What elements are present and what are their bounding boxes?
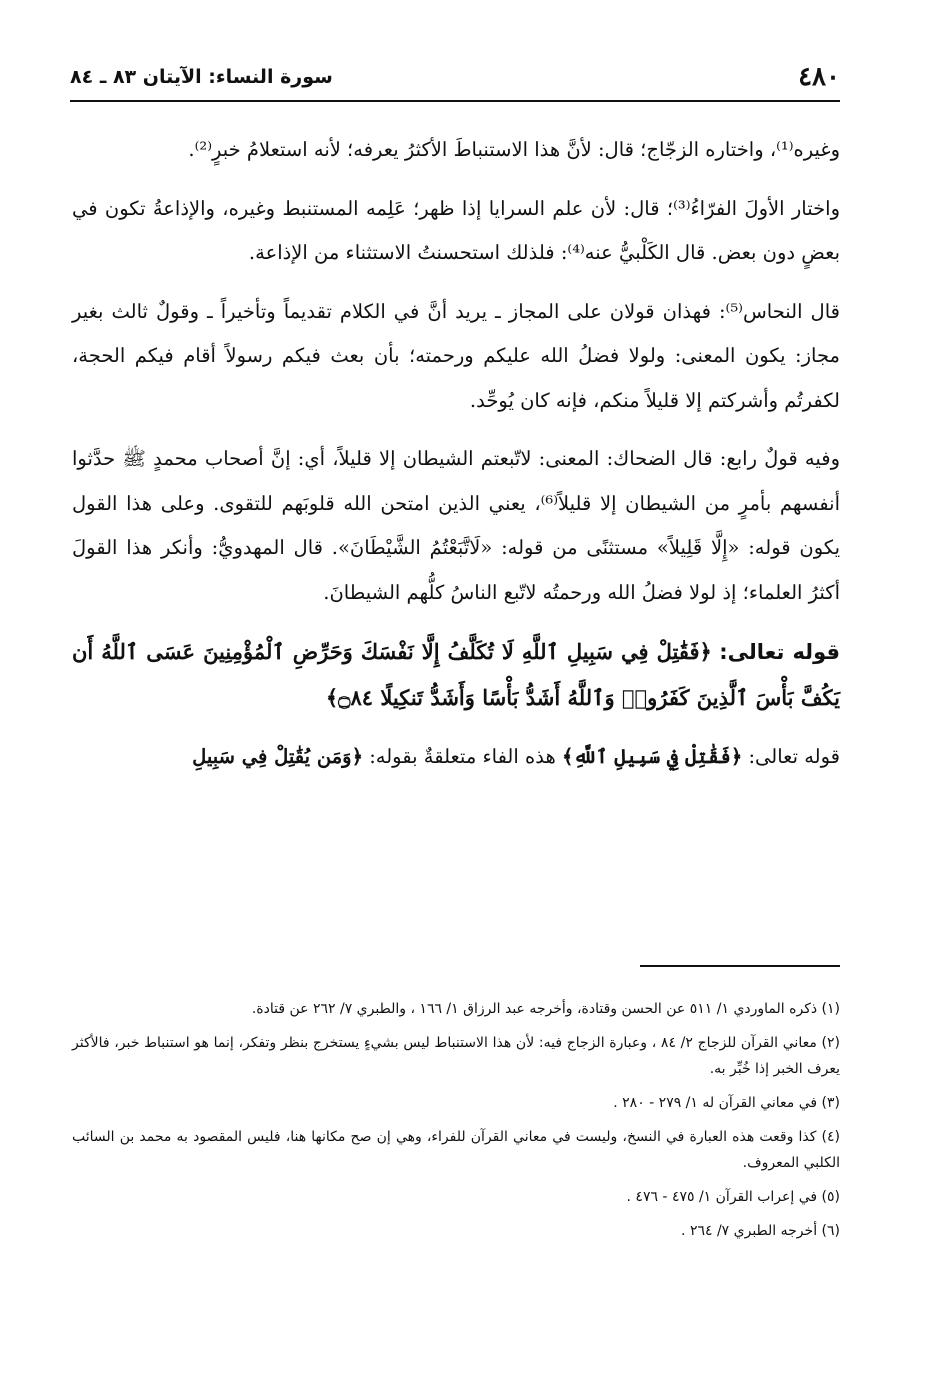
- verse-heading: [72, 629, 840, 721]
- paragraph: وغيره⁽¹⁾، واختاره الزجّاج؛ قال: لأنَّ هذا الاستنباطَ الأكثرُ يعرفه؛ لأنه استعلامُ خبرٍ⁽²⁾.: [188, 138, 840, 161]
- running-title: سورة النساء: الآيتان ٨٣ ـ ٨٤: [70, 66, 333, 88]
- quran-verse: ﴿فَقَٰتِلْ فِي سَبِيلِ ٱللَّهِ لَا تُكَلَّفُ إِلَّا نَفْسَكَ وَحَرِّضِ ٱلْمُؤْمِنِينَ عَسَى ٱللَّهُ أَن يَكُفَّ بَأْسَ ٱلَّذِينَ كَفَرُوا۟ وَٱللَّهُ أَشَدُّ بَأْسًا وَأَشَدُّ تَنكِيلًا ۝٨٤﴾: [72, 639, 840, 710]
- paragraph: واختار الأولَ الفرّاءُ⁽³⁾؛ قال: لأن علم السرايا إذا ظهر؛ عَلِمه المستنبط وغيره، والإذاعةُ تكون في بعضٍ دون بعض. قال الكَلْبيُّ عنه⁽⁴⁾: فلذلك استحسنتُ الاستثناء من الإذاعة.: [72, 196, 840, 264]
- footnote: (٤) كذا وقعت هذه العبارة في النسخ، وليست في معاني القرآن للفراء، وهي إن صح مكانها هنا، فليس المقصود به محمد بن السائب الكلبي المعروف.: [72, 1129, 840, 1171]
- footnote: (٦) أخرجه الطبري ٧/ ٢٦٤ .: [681, 1223, 840, 1239]
- footnotes: [72, 996, 840, 1252]
- footnote: (٣) في معاني القرآن له ١/ ٢٧٩ - ٢٨٠ .: [613, 1095, 840, 1111]
- quran-quote: ﴿فَقَٰتِلْ فِي سَبِيلِ ٱللَّهِ﴾: [561, 745, 743, 768]
- footnote-separator: [640, 965, 840, 967]
- verse-heading-label: قوله تعالى:: [719, 640, 840, 664]
- page-number: ٤٨٠: [798, 62, 840, 92]
- paragraph: قال النحاس⁽⁵⁾: فهذان قولان على المجاز ـ يريد أنَّ في الكلام تقديماً وتأخيراً ـ وقولٌ ثالث بغير مجاز: يكون المعنى: ولولا فضلُ الله عليكم ورحمته؛ بأن بعث فيكم رسولاً أقام فيكم الحجة، لكفرتُم وأشركتم إلا قليلاً منكم، فإنه كان يُوحِّد.: [72, 299, 840, 412]
- main-text: [72, 128, 840, 794]
- page-header: [70, 60, 840, 102]
- footnote: (٥) في إعراب القرآن ١/ ٤٧٥ - ٤٧٦ .: [626, 1189, 840, 1205]
- footnote: (٢) معاني القرآن للزجاج ٢/ ٨٤ ، وعبارة الزجاج فيه: لأن هذا الاستنباط ليس بشيءٍ يستخرج بنظر وتفكر، إنما هو استنباط خبر، فالأكثر يعرف الخبر إذا خُبِّر به.: [72, 1035, 840, 1077]
- paragraph: وفيه قولٌ رابع: قال الضحاك: المعنى: لاتّبعتم الشيطان إلا قليلاً، أي: إنَّ أصحاب محمدٍ ﷺ حدَّثوا أنفسهم بأمرٍ من الشيطان إلا قليلاً⁽⁶⁾، يعني الذين امتحن الله قلوبَهم للتقوى. وعلى هذا القول يكون قوله: «إِلَّا قَلِيلاً» مستثنًى من قوله: «لَاتَّبَعْتُمُ الشَّيْطَانَ». قال المهدويُّ: وأنكر هذا القولَ أكثرُ العلماء؛ إذ لولا فضلُ الله ورحمتُه لاتّبع الناسُ كلُّهم الشيطانَ.: [72, 447, 840, 604]
- closing-prefix: قوله تعالى:: [748, 745, 840, 768]
- closing-middle: هذه الفاء متعلقةٌ بقوله:: [369, 745, 556, 768]
- quran-quote: ﴿وَمَن يُقَٰتِلْ فِي سَبِيلِ: [192, 745, 364, 768]
- footnote: (١) ذكره الماوردي ١/ ٥١١ عن الحسن وقتادة، وأخرجه عبد الرزاق ١/ ١٦٦ ، والطبري ٧/ ٢٦٢ عن قتادة.: [251, 1001, 840, 1017]
- closing-paragraph: [72, 735, 840, 780]
